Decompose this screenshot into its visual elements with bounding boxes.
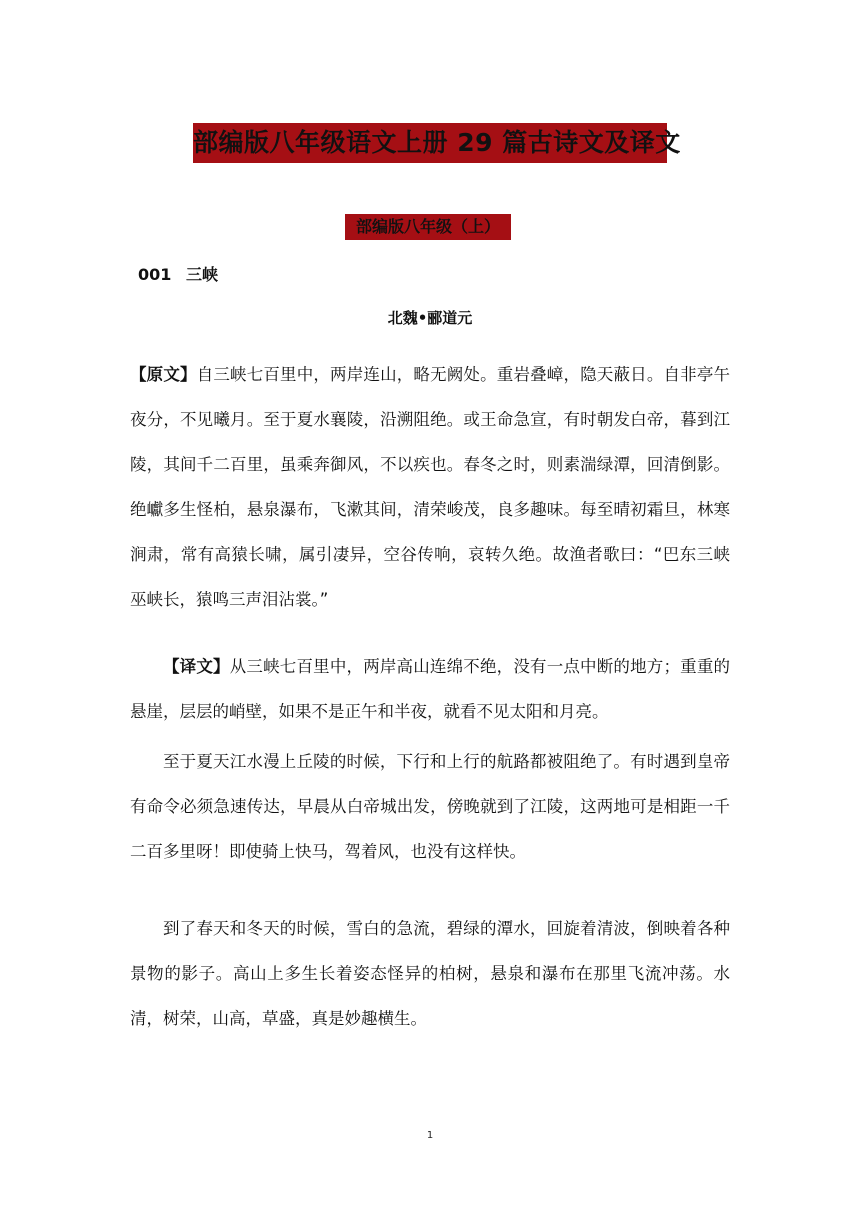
page-number: 1 — [426, 1130, 434, 1141]
original-tag: 【原文】 — [130, 365, 197, 384]
translation-text: 从三峡七百里中，两岸高山连绵不绝，没有一点中断的地方；重重的悬崖，层层的峭壁，如果不是正午和半夜，就看不见太阳和月亮。 — [130, 657, 731, 721]
lesson-name: 三峡 — [186, 265, 219, 284]
translation-tag: 【译文】 — [163, 657, 230, 676]
section-title: 部编版八年级（上） — [345, 214, 511, 240]
original-text: 自三峡七百里中，两岸连山，略无阙处。重岩叠嶂，隐天蔽日。自非亭午夜分，不见曦月。至于夏水襄陵，沿溯阻绝。或王命急宣，有时朝发白帝，暮到江陵，其间千二百里，虽乘奔御风，不以疾也。春冬之时，则素湍绿潭，回清倒影。绝巘多生怪柏，悬泉瀑布，飞漱其间，清荣峻茂，良多趣味。每至晴初霜旦，林寒涧肃，常有高猿长啸，属引凄异，空谷传响，哀转久绝。故渔者歌曰：“巴东三峡巫峡长，猿鸣三声泪沾裳。” — [130, 365, 731, 609]
lesson-number: 001 — [138, 265, 172, 284]
document-title: 部编版八年级语文上册 29 篇古诗文及译文 — [193, 123, 667, 163]
lesson-author: 北魏•郦道元 — [387, 309, 473, 327]
translation-paragraph: 至于夏天江水漫上丘陵的时候，下行和上行的航路都被阻绝了。有时遇到皇帝有命令必须急速传达，早晨从白帝城出发，傍晚就到了江陵，这两地可是相距一千二百多里呀！即使骑上快马，驾着风，也没有这样快。 — [130, 752, 730, 861]
translation-paragraph — [130, 644, 730, 734]
original-text-paragraph — [130, 352, 730, 622]
lesson-heading — [138, 262, 218, 285]
translation-paragraph: 到了春天和冬天的时候，雪白的急流，碧绿的潭水，回旋着清波，倒映着各种景物的影子。高山上多生长着姿态怪异的柏树，悬泉和瀑布在那里飞流冲荡。水清，树荣，山高，草盛，真是妙趣横生。 — [130, 919, 730, 1028]
